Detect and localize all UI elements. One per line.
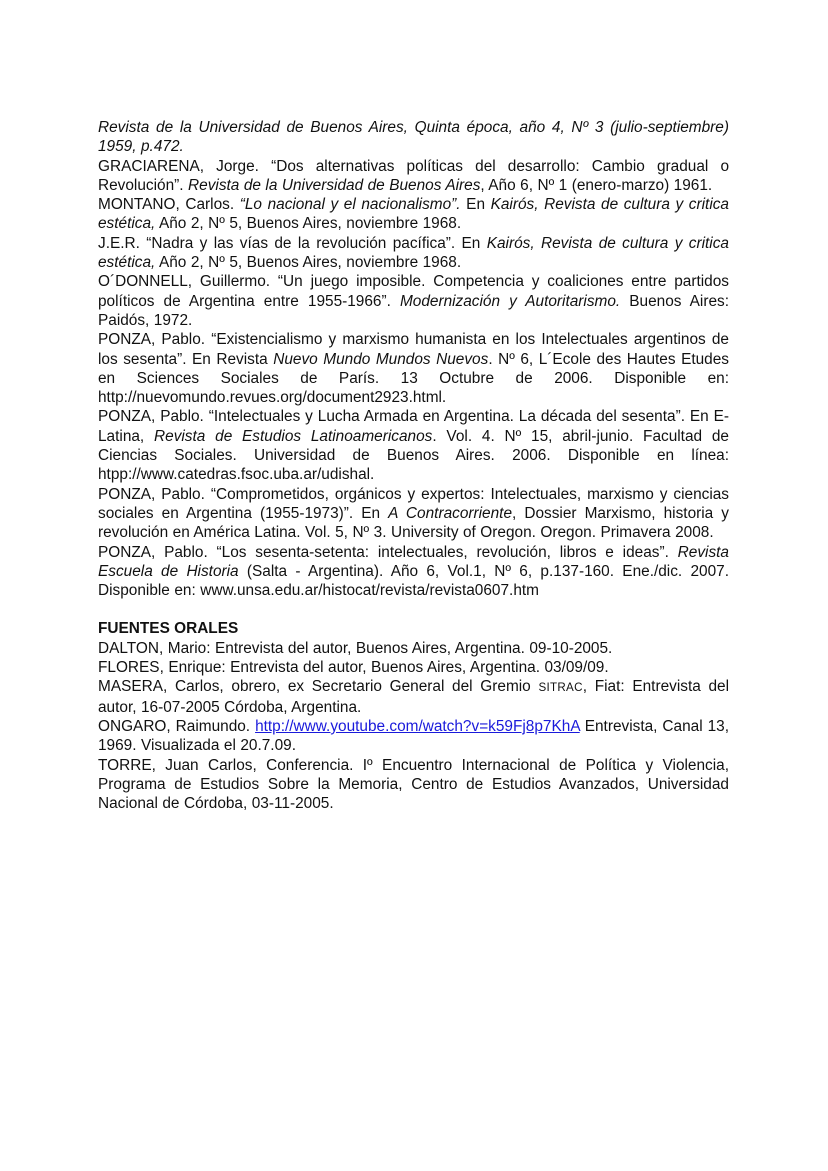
bibliography-entry [98,543,729,601]
entry-text: J.E.R. “Nadra y las vías de la revolución pacífica”. En [98,234,487,252]
entry-text: . Nº 6, L´Ecole des Hautes Etudes en Sciences Sociales de París. 13 Octubre de 2006. Disponible en: http://nuevomundo.revues.org/document2923.html. [98,350,729,407]
oral-source-dalton [98,639,729,658]
entry-text: GRACIARENA, Jorge. “Dos alternativas políticas del desarrollo: Cambio gradual o Revolución”. [98,157,729,194]
entry-text: Año 2, Nº 5, Buenos Aires, noviembre 1968. [155,215,462,233]
italic-title: Revista Escuela de Historia [98,543,729,580]
oral-source-torre [98,756,729,814]
bibliography-entry [98,234,729,273]
entry-text: PONZA, Pablo. “Los sesenta-setenta: intelectuales, revolución, libros e ideas”. [98,543,678,561]
oral-source-text: DALTON, Mario: Entrevista del autor, Buenos Aires, Argentina. 09-10-2005. [98,639,613,657]
italic-title: Revista de Estudios Latinoamericanos [154,427,433,445]
italic-title: Revista de la Universidad de Buenos Aires [188,176,481,194]
entry-text: PONZA, Pablo. “Intelectuales y Lucha Armada en Argentina. La década del sesenta”. En E-Latina, [98,408,729,445]
oral-source-text: MASERA, Carlos, obrero, ex Secretario General del Gremio [98,678,539,696]
bibliography-entry [98,118,729,157]
oral-source-text: FLORES, Enrique: Entrevista del autor, Buenos Aires, Argentina. 03/09/09. [98,659,609,677]
section-gap [98,600,729,619]
entry-text: En [460,196,491,214]
entry-text: O´DONNELL, Guillermo. “Un juego imposible. Competencia y coaliciones entre partidos políticos de Argentina entre 1955-1966”. [98,273,729,310]
italic-title: A Contracorriente [388,504,513,522]
youtube-link[interactable]: http://www.youtube.com/watch?v=k59Fj8p7KhA [255,717,580,735]
entry-text: PONZA, Pablo. “Comprometidos, orgánicos y expertos: Intelectuales, marxismo y ciencias sociales en Argentina (1955-1973)”. En [98,485,729,522]
italic-title: Kairós, Revista de cultura y critica estética, [98,196,729,233]
entry-text: (Salta - Argentina). Año 6, Vol.1, Nº 6, p.137-160. Ene./dic. 2007. Disponible en: www.unsa.edu.ar/histocat/revista/revista0607.htm [98,562,729,600]
bibliography-list [98,118,729,600]
oral-source-text: , Fiat: Entrevista del autor, 16-07-2005 Córdoba, Argentina. [98,678,730,716]
bibliography-entry [98,485,729,543]
bibliography-entry [98,330,729,407]
oral-source-text: TORRE, Juan Carlos, Conferencia. Iº Encuentro Internacional de Política y Violencia, Programa de Estudios Sobre la Memoria, Centro de Estudios Avanzados, Universidad Nacional de Córdoba, 03-11-2005. [98,756,729,813]
oral-source-text: ONGARO, Raimundo. [98,717,256,735]
entry-text: . Vol. 4. Nº 15, abril-junio. Facultad de Ciencias Sociales. Universidad de Buenos Aires. 2006. Disponible en línea: htpp://www.catedras.fsoc.uba.ar/udishal. [98,427,729,484]
bibliography-entry [98,272,729,330]
italic-title: Nuevo Mundo Mundos Nuevos [273,350,489,368]
oral-source-text: Entrevista, Canal 13, 1969. Visualizada el 20.7.09. [98,717,729,755]
oral-source-masera [98,677,729,717]
bibliography-page [98,118,729,813]
entry-text: PONZA, Pablo. “Existencialismo y marxismo humanista en los Intelectuales argentinos de los sesenta”. En Revista [98,331,729,368]
entry-text: , Año 6, Nº 1 (enero-marzo) 1961. [480,176,713,194]
entry-text: Año 2, Nº 5, Buenos Aires, noviembre 1968. [155,254,462,272]
entry-text: Buenos Aires: Paidós, 1972. [98,292,729,329]
entry-text: MONTANO, Carlos. [98,196,240,214]
italic-title: Modernización y Autoritarismo. [399,292,621,310]
oral-source-flores [98,658,729,677]
italic-title: “Lo nacional y el nacionalismo”. [239,196,461,214]
entry-text: , Dossier Marxismo, historia y revolución en América Latina. Vol. 5, Nº 3. University of Oregon. Oregon. Primavera 2008. [98,504,730,542]
sitrac-abbreviation: SITRAC [538,681,583,695]
oral-source-ongaro [98,717,729,756]
italic-title: Kairós, Revista de cultura y critica estética, [98,234,729,272]
bibliography-entry [98,157,729,196]
bibliography-entry [98,195,729,234]
oral-sources-heading: FUENTES ORALES [98,620,239,638]
italic-title: Revista de la Universidad de Buenos Aires, Quinta época, año 4, Nº 3 (julio-septiembre) 1959, p.472. [98,119,729,156]
bibliography-entry [98,407,729,484]
